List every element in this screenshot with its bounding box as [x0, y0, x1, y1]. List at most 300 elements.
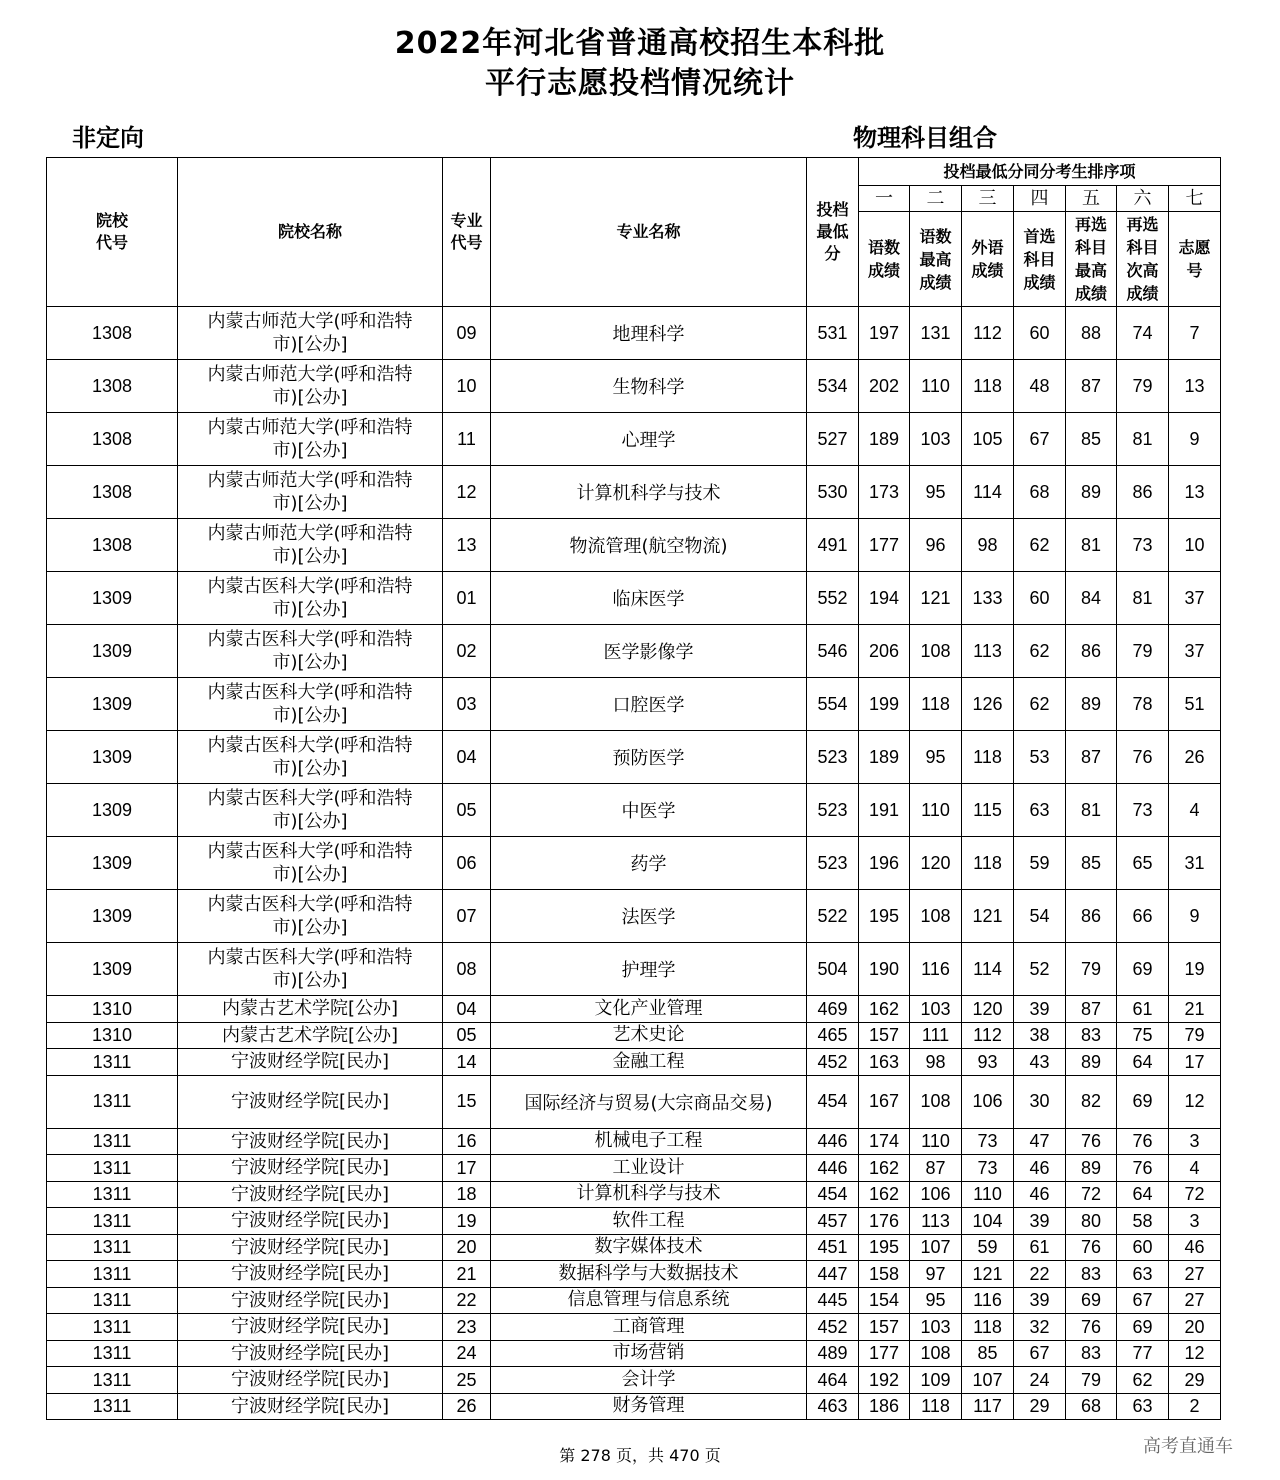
cell-min-score: 446: [807, 1128, 859, 1155]
cell-rank-4: 39: [1014, 1287, 1066, 1314]
watermark: 高考直通车: [1143, 1436, 1233, 1457]
subhead-category: 非定向: [72, 124, 144, 152]
cell-rank-1: 162: [859, 1181, 910, 1208]
cell-rank-6: 73: [1117, 784, 1169, 837]
cell-rank-6: 76: [1117, 731, 1169, 784]
cell-rank-1: 173: [859, 466, 910, 519]
cell-school-name: 宁波财经学院[民办]: [178, 1155, 443, 1182]
cell-rank-7: 51: [1169, 678, 1221, 731]
header-sub-7: 志愿号: [1169, 212, 1221, 307]
cell-rank-6: 69: [1117, 1314, 1169, 1341]
cell-rank-6: 77: [1117, 1340, 1169, 1367]
cell-rank-5: 88: [1066, 307, 1117, 360]
cell-school-code: 1311: [47, 1049, 178, 1076]
cell-rank-3: 106: [962, 1075, 1014, 1128]
cell-rank-7: 46: [1169, 1234, 1221, 1261]
cell-school-name: 内蒙古师范大学(呼和浩特市)[公办]: [178, 466, 443, 519]
page-title-line1: 2022年河北省普通高校招生本科批: [394, 26, 886, 61]
cell-rank-7: 3: [1169, 1208, 1221, 1235]
table-row: [47, 519, 1221, 572]
cell-school-name: 内蒙古医科大学(呼和浩特市)[公办]: [178, 731, 443, 784]
cell-rank-6: 75: [1117, 1022, 1169, 1049]
table-row: [47, 1075, 1221, 1128]
header-rank-1: 一: [859, 186, 910, 212]
cell-school-name: 宁波财经学院[民办]: [178, 1181, 443, 1208]
cell-rank-6: 63: [1117, 1261, 1169, 1288]
cell-rank-1: 192: [859, 1367, 910, 1394]
header-sub-3: 外语成绩: [962, 212, 1014, 307]
cell-school-code: 1309: [47, 625, 178, 678]
cell-school-name: 内蒙古医科大学(呼和浩特市)[公办]: [178, 943, 443, 996]
cell-rank-4: 29: [1014, 1393, 1066, 1420]
cell-major-code: 13: [443, 519, 491, 572]
cell-rank-6: 67: [1117, 1287, 1169, 1314]
cell-rank-5: 76: [1066, 1128, 1117, 1155]
cell-rank-4: 59: [1014, 837, 1066, 890]
cell-min-score: 454: [807, 1075, 859, 1128]
cell-rank-5: 85: [1066, 837, 1117, 890]
cell-major-code: 05: [443, 784, 491, 837]
cell-rank-7: 4: [1169, 784, 1221, 837]
cell-school-code: 1311: [47, 1261, 178, 1288]
cell-rank-3: 93: [962, 1049, 1014, 1076]
cell-major-code: 24: [443, 1340, 491, 1367]
table-row: [47, 837, 1221, 890]
cell-rank-2: 110: [910, 1128, 962, 1155]
cell-rank-7: 72: [1169, 1181, 1221, 1208]
cell-rank-3: 104: [962, 1208, 1014, 1235]
cell-rank-1: 154: [859, 1287, 910, 1314]
cell-rank-3: 114: [962, 466, 1014, 519]
cell-rank-6: 79: [1117, 360, 1169, 413]
table-row: [47, 890, 1221, 943]
cell-school-name: 内蒙古医科大学(呼和浩特市)[公办]: [178, 890, 443, 943]
header-sub-2: 语数最高成绩: [910, 212, 962, 307]
cell-rank-7: 20: [1169, 1314, 1221, 1341]
cell-rank-6: 60: [1117, 1234, 1169, 1261]
cell-rank-5: 83: [1066, 1022, 1117, 1049]
cell-min-score: 546: [807, 625, 859, 678]
cell-rank-3: 112: [962, 307, 1014, 360]
cell-major-name: 信息管理与信息系统: [491, 1287, 807, 1314]
cell-min-score: 447: [807, 1261, 859, 1288]
table-row: [47, 784, 1221, 837]
cell-rank-1: 162: [859, 996, 910, 1023]
table-row: [47, 413, 1221, 466]
cell-school-code: 1311: [47, 1208, 178, 1235]
cell-rank-5: 87: [1066, 731, 1117, 784]
cell-rank-4: 47: [1014, 1128, 1066, 1155]
cell-rank-1: 174: [859, 1128, 910, 1155]
cell-rank-7: 7: [1169, 307, 1221, 360]
cell-rank-3: 120: [962, 996, 1014, 1023]
header-rank-2: 二: [910, 186, 962, 212]
cell-min-score: 523: [807, 731, 859, 784]
cell-rank-6: 76: [1117, 1155, 1169, 1182]
cell-rank-1: 189: [859, 731, 910, 784]
cell-rank-6: 74: [1117, 307, 1169, 360]
cell-rank-6: 78: [1117, 678, 1169, 731]
cell-major-code: 04: [443, 996, 491, 1023]
cell-major-name: 工业设计: [491, 1155, 807, 1182]
table-row: [47, 1181, 1221, 1208]
cell-school-name: 宁波财经学院[民办]: [178, 1340, 443, 1367]
cell-major-name: 数据科学与大数据技术: [491, 1261, 807, 1288]
cell-rank-4: 62: [1014, 678, 1066, 731]
table-row: [47, 1208, 1221, 1235]
cell-major-code: 12: [443, 466, 491, 519]
cell-rank-6: 86: [1117, 466, 1169, 519]
cell-rank-3: 98: [962, 519, 1014, 572]
cell-rank-7: 3: [1169, 1128, 1221, 1155]
cell-rank-5: 81: [1066, 519, 1117, 572]
cell-rank-3: 112: [962, 1022, 1014, 1049]
cell-rank-5: 69: [1066, 1287, 1117, 1314]
cell-rank-7: 13: [1169, 466, 1221, 519]
cell-school-code: 1308: [47, 413, 178, 466]
cell-school-name: 宁波财经学院[民办]: [178, 1208, 443, 1235]
cell-rank-2: 111: [910, 1022, 962, 1049]
table-row: [47, 1022, 1221, 1049]
cell-rank-2: 103: [910, 413, 962, 466]
cell-rank-1: 186: [859, 1393, 910, 1420]
cell-rank-5: 89: [1066, 1049, 1117, 1076]
table-row: [47, 625, 1221, 678]
cell-school-name: 内蒙古师范大学(呼和浩特市)[公办]: [178, 360, 443, 413]
cell-school-name: 宁波财经学院[民办]: [178, 1261, 443, 1288]
cell-min-score: 531: [807, 307, 859, 360]
cell-major-code: 10: [443, 360, 491, 413]
cell-rank-2: 95: [910, 466, 962, 519]
cell-rank-7: 13: [1169, 360, 1221, 413]
cell-rank-4: 60: [1014, 307, 1066, 360]
cell-rank-3: 107: [962, 1367, 1014, 1394]
header-major-name: 专业名称: [491, 158, 807, 307]
cell-rank-4: 52: [1014, 943, 1066, 996]
cell-rank-6: 65: [1117, 837, 1169, 890]
cell-rank-1: 158: [859, 1261, 910, 1288]
cell-rank-7: 17: [1169, 1049, 1221, 1076]
cell-rank-3: 116: [962, 1287, 1014, 1314]
table-row: [47, 307, 1221, 360]
cell-rank-3: 118: [962, 360, 1014, 413]
cell-major-code: 16: [443, 1128, 491, 1155]
cell-major-code: 25: [443, 1367, 491, 1394]
header-sub-4: 首选科目成绩: [1014, 212, 1066, 307]
cell-rank-1: 202: [859, 360, 910, 413]
header-min-score: 投档最低分: [807, 158, 859, 307]
cell-rank-4: 68: [1014, 466, 1066, 519]
cell-rank-5: 76: [1066, 1314, 1117, 1341]
header-rank-6: 六: [1117, 186, 1169, 212]
cell-min-score: 452: [807, 1314, 859, 1341]
cell-rank-3: 59: [962, 1234, 1014, 1261]
cell-major-name: 心理学: [491, 413, 807, 466]
cell-rank-4: 54: [1014, 890, 1066, 943]
cell-rank-1: 163: [859, 1049, 910, 1076]
cell-rank-2: 110: [910, 360, 962, 413]
cell-major-code: 03: [443, 678, 491, 731]
cell-rank-5: 79: [1066, 1367, 1117, 1394]
cell-school-name: 内蒙古艺术学院[公办]: [178, 1022, 443, 1049]
cell-rank-2: 113: [910, 1208, 962, 1235]
cell-major-name: 国际经济与贸易(大宗商品交易): [491, 1075, 807, 1128]
cell-school-code: 1311: [47, 1314, 178, 1341]
cell-min-score: 463: [807, 1393, 859, 1420]
cell-rank-4: 67: [1014, 413, 1066, 466]
cell-major-code: 05: [443, 1022, 491, 1049]
cell-min-score: 454: [807, 1181, 859, 1208]
cell-rank-2: 120: [910, 837, 962, 890]
table-row: [47, 360, 1221, 413]
cell-rank-2: 103: [910, 996, 962, 1023]
cell-rank-1: 189: [859, 413, 910, 466]
header-rank-3: 三: [962, 186, 1014, 212]
header-sub-1: 语数成绩: [859, 212, 910, 307]
header-sub-6: 再选科目次高成绩: [1117, 212, 1169, 307]
cell-rank-2: 110: [910, 784, 962, 837]
cell-rank-3: 114: [962, 943, 1014, 996]
header-major-code: 专业代号: [443, 158, 491, 307]
cell-major-code: 11: [443, 413, 491, 466]
cell-major-code: 17: [443, 1155, 491, 1182]
cell-major-name: 预防医学: [491, 731, 807, 784]
cell-rank-4: 32: [1014, 1314, 1066, 1341]
cell-school-code: 1308: [47, 360, 178, 413]
cell-rank-7: 2: [1169, 1393, 1221, 1420]
cell-rank-4: 24: [1014, 1367, 1066, 1394]
cell-rank-4: 60: [1014, 572, 1066, 625]
cell-min-score: 491: [807, 519, 859, 572]
table-row: [47, 1049, 1221, 1076]
cell-rank-3: 73: [962, 1155, 1014, 1182]
cell-major-code: 01: [443, 572, 491, 625]
cell-major-code: 04: [443, 731, 491, 784]
cell-major-code: 18: [443, 1181, 491, 1208]
cell-school-name: 宁波财经学院[民办]: [178, 1049, 443, 1076]
cell-school-code: 1309: [47, 943, 178, 996]
cell-rank-1: 195: [859, 1234, 910, 1261]
table-row: [47, 1367, 1221, 1394]
cell-major-code: 14: [443, 1049, 491, 1076]
cell-rank-4: 46: [1014, 1181, 1066, 1208]
cell-rank-7: 31: [1169, 837, 1221, 890]
cell-rank-5: 80: [1066, 1208, 1117, 1235]
cell-major-name: 护理学: [491, 943, 807, 996]
table-row: [47, 996, 1221, 1023]
cell-rank-2: 87: [910, 1155, 962, 1182]
cell-school-name: 内蒙古艺术学院[公办]: [178, 996, 443, 1023]
table-row: [47, 678, 1221, 731]
cell-rank-6: 73: [1117, 519, 1169, 572]
cell-major-name: 文化产业管理: [491, 996, 807, 1023]
subhead-subject-group: 物理科目组合: [853, 124, 997, 152]
cell-school-code: 1311: [47, 1181, 178, 1208]
header-sub-5: 再选科目最高成绩: [1066, 212, 1117, 307]
cell-min-score: 452: [807, 1049, 859, 1076]
cell-rank-4: 67: [1014, 1340, 1066, 1367]
cell-rank-4: 62: [1014, 625, 1066, 678]
cell-rank-3: 126: [962, 678, 1014, 731]
cell-min-score: 554: [807, 678, 859, 731]
cell-school-code: 1311: [47, 1155, 178, 1182]
table-row: [47, 731, 1221, 784]
cell-major-name: 市场营销: [491, 1340, 807, 1367]
cell-rank-5: 85: [1066, 413, 1117, 466]
cell-min-score: 489: [807, 1340, 859, 1367]
cell-rank-4: 62: [1014, 519, 1066, 572]
cell-rank-2: 131: [910, 307, 962, 360]
cell-min-score: 523: [807, 784, 859, 837]
cell-rank-6: 61: [1117, 996, 1169, 1023]
cell-major-code: 09: [443, 307, 491, 360]
cell-rank-7: 27: [1169, 1261, 1221, 1288]
cell-rank-7: 9: [1169, 413, 1221, 466]
cell-major-name: 艺术史论: [491, 1022, 807, 1049]
cell-rank-4: 39: [1014, 1208, 1066, 1235]
cell-rank-4: 22: [1014, 1261, 1066, 1288]
cell-school-code: 1309: [47, 572, 178, 625]
cell-school-name: 内蒙古医科大学(呼和浩特市)[公办]: [178, 678, 443, 731]
cell-major-code: 02: [443, 625, 491, 678]
cell-rank-6: 81: [1117, 572, 1169, 625]
cell-rank-1: 157: [859, 1314, 910, 1341]
cell-major-name: 法医学: [491, 890, 807, 943]
cell-rank-1: 194: [859, 572, 910, 625]
cell-min-score: 552: [807, 572, 859, 625]
cell-rank-2: 106: [910, 1181, 962, 1208]
cell-major-code: 07: [443, 890, 491, 943]
page-footer: 第 278 页，共 470 页: [559, 1446, 721, 1465]
table-row: [47, 466, 1221, 519]
cell-rank-7: 21: [1169, 996, 1221, 1023]
cell-rank-4: 63: [1014, 784, 1066, 837]
cell-rank-4: 38: [1014, 1022, 1066, 1049]
cell-rank-5: 68: [1066, 1393, 1117, 1420]
cell-min-score: 523: [807, 837, 859, 890]
table-row: [47, 1261, 1221, 1288]
cell-rank-7: 27: [1169, 1287, 1221, 1314]
table-row: [47, 1287, 1221, 1314]
cell-rank-6: 69: [1117, 1075, 1169, 1128]
cell-school-code: 1309: [47, 731, 178, 784]
cell-school-name: 内蒙古医科大学(呼和浩特市)[公办]: [178, 837, 443, 890]
cell-school-code: 1309: [47, 784, 178, 837]
cell-rank-7: 10: [1169, 519, 1221, 572]
cell-school-code: 1309: [47, 890, 178, 943]
cell-min-score: 534: [807, 360, 859, 413]
cell-rank-5: 86: [1066, 625, 1117, 678]
cell-major-name: 金融工程: [491, 1049, 807, 1076]
cell-rank-3: 121: [962, 890, 1014, 943]
cell-major-code: 06: [443, 837, 491, 890]
cell-rank-7: 79: [1169, 1022, 1221, 1049]
cell-rank-3: 118: [962, 731, 1014, 784]
cell-rank-2: 118: [910, 1393, 962, 1420]
cell-school-code: 1311: [47, 1075, 178, 1128]
cell-school-name: 宁波财经学院[民办]: [178, 1234, 443, 1261]
cell-school-code: 1308: [47, 307, 178, 360]
cell-school-code: 1311: [47, 1287, 178, 1314]
cell-rank-2: 108: [910, 1075, 962, 1128]
cell-rank-5: 89: [1066, 678, 1117, 731]
cell-rank-2: 95: [910, 731, 962, 784]
cell-rank-7: 29: [1169, 1367, 1221, 1394]
cell-school-code: 1308: [47, 466, 178, 519]
cell-rank-4: 30: [1014, 1075, 1066, 1128]
cell-rank-5: 72: [1066, 1181, 1117, 1208]
cell-major-name: 医学影像学: [491, 625, 807, 678]
cell-major-name: 会计学: [491, 1367, 807, 1394]
cell-rank-5: 89: [1066, 1155, 1117, 1182]
cell-rank-1: 177: [859, 1340, 910, 1367]
cell-rank-3: 115: [962, 784, 1014, 837]
cell-rank-4: 43: [1014, 1049, 1066, 1076]
cell-school-name: 内蒙古医科大学(呼和浩特市)[公办]: [178, 572, 443, 625]
cell-school-code: 1311: [47, 1367, 178, 1394]
cell-rank-1: 196: [859, 837, 910, 890]
cell-school-name: 宁波财经学院[民办]: [178, 1314, 443, 1341]
header-tiebreak-group: 投档最低分同分考生排序项: [859, 158, 1221, 186]
cell-rank-2: 96: [910, 519, 962, 572]
cell-rank-1: 190: [859, 943, 910, 996]
cell-rank-7: 26: [1169, 731, 1221, 784]
table-row: [47, 943, 1221, 996]
cell-rank-2: 108: [910, 1340, 962, 1367]
cell-rank-3: 113: [962, 625, 1014, 678]
cell-major-code: 08: [443, 943, 491, 996]
cell-rank-5: 83: [1066, 1261, 1117, 1288]
cell-rank-2: 116: [910, 943, 962, 996]
table-row: [47, 1393, 1221, 1420]
cell-min-score: 527: [807, 413, 859, 466]
cell-rank-1: 206: [859, 625, 910, 678]
cell-school-name: 内蒙古师范大学(呼和浩特市)[公办]: [178, 413, 443, 466]
cell-rank-6: 62: [1117, 1367, 1169, 1394]
cell-rank-2: 98: [910, 1049, 962, 1076]
table-row: [47, 1234, 1221, 1261]
cell-min-score: 446: [807, 1155, 859, 1182]
cell-rank-3: 121: [962, 1261, 1014, 1288]
cell-rank-6: 64: [1117, 1049, 1169, 1076]
cell-school-code: 1311: [47, 1393, 178, 1420]
cell-rank-1: 176: [859, 1208, 910, 1235]
cell-rank-2: 109: [910, 1367, 962, 1394]
cell-rank-3: 85: [962, 1340, 1014, 1367]
cell-min-score: 445: [807, 1287, 859, 1314]
cell-major-code: 15: [443, 1075, 491, 1128]
cell-major-name: 药学: [491, 837, 807, 890]
cell-major-name: 计算机科学与技术: [491, 1181, 807, 1208]
cell-rank-1: 191: [859, 784, 910, 837]
admission-table: [46, 157, 1221, 1420]
table-row: [47, 572, 1221, 625]
cell-rank-1: 197: [859, 307, 910, 360]
header-rank-7: 七: [1169, 186, 1221, 212]
cell-rank-2: 121: [910, 572, 962, 625]
cell-rank-2: 118: [910, 678, 962, 731]
cell-major-name: 地理科学: [491, 307, 807, 360]
cell-rank-4: 46: [1014, 1155, 1066, 1182]
cell-rank-1: 195: [859, 890, 910, 943]
cell-rank-2: 108: [910, 890, 962, 943]
table-row: [47, 1128, 1221, 1155]
cell-rank-7: 19: [1169, 943, 1221, 996]
cell-rank-5: 89: [1066, 466, 1117, 519]
cell-major-name: 软件工程: [491, 1208, 807, 1235]
cell-rank-7: 12: [1169, 1075, 1221, 1128]
cell-school-name: 内蒙古师范大学(呼和浩特市)[公办]: [178, 519, 443, 572]
